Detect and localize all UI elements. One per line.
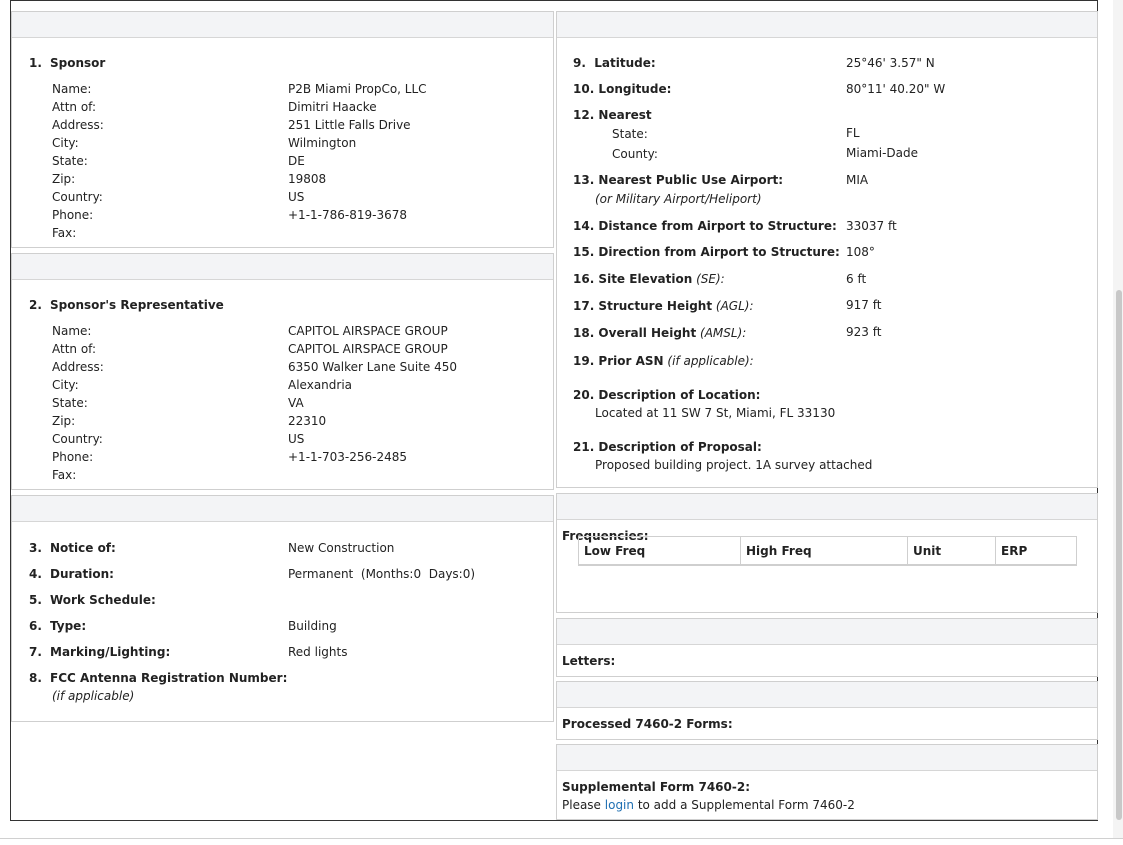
prior-asn-label bbox=[573, 354, 754, 368]
latitude-value: 25°46' 3.57" N bbox=[846, 56, 935, 70]
supplemental-panel bbox=[556, 744, 1098, 820]
representative-panel bbox=[11, 253, 554, 490]
sponsor-country-label: Country: bbox=[52, 190, 103, 204]
unit-header-text: Unit bbox=[913, 544, 942, 558]
type-number: 6. bbox=[29, 619, 42, 633]
desc-proposal-value: Proposed building project. 1A survey attached bbox=[595, 458, 873, 472]
scrollbar-thumb[interactable] bbox=[1116, 290, 1122, 820]
sponsor-phone-label: Phone: bbox=[52, 208, 94, 222]
overall-height-label bbox=[573, 326, 746, 340]
sponsor-number: 1. bbox=[29, 56, 42, 70]
panel-header bbox=[557, 745, 1097, 771]
nearest-county-label: County: bbox=[612, 147, 658, 161]
sponsor-title: Sponsor bbox=[50, 56, 106, 70]
type-label: Type: bbox=[50, 619, 87, 633]
panel-header bbox=[557, 12, 1097, 38]
letters-panel bbox=[556, 618, 1098, 677]
duration-value: Permanent (Months:0 Days:0) bbox=[288, 567, 476, 581]
overall-height-note: (AMSL): bbox=[700, 326, 747, 340]
sponsor-city-value: Wilmington bbox=[288, 136, 357, 150]
sponsor-address-label: Address: bbox=[52, 118, 104, 132]
overall-height-label-text: 18. Overall Height bbox=[573, 326, 697, 340]
panel-header bbox=[557, 619, 1097, 645]
panel-header bbox=[12, 12, 553, 38]
sponsor-city-label: City: bbox=[52, 136, 79, 150]
notice-of-label: Notice of: bbox=[50, 541, 116, 555]
supplemental-text-before: Please bbox=[562, 798, 605, 812]
distance-label: 14. Distance from Airport to Structure: bbox=[573, 219, 837, 233]
latitude-label: 9. Latitude: bbox=[573, 56, 656, 70]
rep-phone-value: +1-1-703-256-2485 bbox=[288, 450, 407, 464]
nearest-state-label: State: bbox=[612, 127, 648, 141]
nearest-state-value: FL bbox=[846, 126, 860, 140]
airport-label: 13. Nearest Public Use Airport: bbox=[573, 173, 784, 187]
supplemental-text bbox=[562, 798, 855, 812]
rep-zip-label: Zip: bbox=[52, 414, 76, 428]
supplemental-text-after: to add a Supplemental Form 7460-2 bbox=[634, 798, 855, 812]
frequencies-table bbox=[578, 536, 1077, 566]
overall-height-value: 923 ft bbox=[846, 325, 882, 339]
representative-title: Sponsor's Representative bbox=[50, 298, 224, 312]
sponsor-fax-label: Fax: bbox=[52, 226, 77, 240]
structure-height-label-text: 17. Structure Height bbox=[573, 299, 713, 313]
panel-header bbox=[12, 496, 553, 522]
processed-panel bbox=[556, 681, 1098, 740]
sponsor-state-label: State: bbox=[52, 154, 88, 168]
rep-attn-value: CAPITOL AIRSPACE GROUP bbox=[288, 342, 448, 356]
site-elevation-label-text: 16. Site Elevation bbox=[573, 272, 693, 286]
frequencies-title: Frequencies: bbox=[562, 529, 649, 543]
notice-panel bbox=[11, 495, 554, 722]
sponsor-name-label: Name: bbox=[52, 82, 92, 96]
marking-label: Marking/Lighting: bbox=[50, 645, 171, 659]
low-freq-header bbox=[579, 537, 741, 565]
sponsor-attn-value: Dimitri Haacke bbox=[288, 100, 377, 114]
high-freq-header-text: High Freq bbox=[746, 544, 812, 558]
rep-state-label: State: bbox=[52, 396, 88, 410]
prior-asn-label-text: 19. Prior ASN bbox=[573, 354, 664, 368]
rep-fax-label: Fax: bbox=[52, 468, 77, 482]
fcc-label: FCC Antenna Registration Number: bbox=[50, 671, 288, 685]
login-link[interactable]: login bbox=[604, 798, 634, 812]
longitude-label: 10. Longitude: bbox=[573, 82, 672, 96]
rep-attn-label: Attn of: bbox=[52, 342, 97, 356]
panel-header bbox=[557, 494, 1097, 520]
supplemental-title: Supplemental Form 7460-2: bbox=[562, 780, 751, 794]
nearest-county-value: Miami-Dade bbox=[846, 146, 918, 160]
site-elevation-label bbox=[573, 272, 725, 286]
desc-location-value: Located at 11 SW 7 St, Miami, FL 33130 bbox=[595, 406, 836, 420]
prior-asn-note: (if applicable): bbox=[667, 354, 754, 368]
processed-title: Processed 7460-2 Forms: bbox=[562, 717, 733, 731]
sponsor-country-value: US bbox=[288, 190, 305, 204]
low-freq-header-text: Low Freq bbox=[584, 544, 646, 558]
rep-phone-label: Phone: bbox=[52, 450, 94, 464]
structure-height-label bbox=[573, 299, 754, 313]
longitude-value: 80°11' 40.20" W bbox=[846, 82, 946, 96]
sponsor-panel bbox=[11, 11, 554, 248]
bottom-divider bbox=[0, 838, 1123, 839]
rep-state-value: VA bbox=[288, 396, 304, 410]
rep-country-label: Country: bbox=[52, 432, 103, 446]
work-schedule-number: 5. bbox=[29, 593, 42, 607]
direction-value: 108° bbox=[846, 245, 875, 259]
sponsor-zip-value: 19808 bbox=[288, 172, 327, 186]
duration-label: Duration: bbox=[50, 567, 114, 581]
direction-label: 15. Direction from Airport to Structure: bbox=[573, 245, 840, 259]
marking-number: 7. bbox=[29, 645, 42, 659]
rep-city-value: Alexandria bbox=[288, 378, 353, 392]
rep-name-label: Name: bbox=[52, 324, 92, 338]
distance-value: 33037 ft bbox=[846, 219, 897, 233]
nearest-label: 12. Nearest bbox=[573, 108, 652, 122]
high-freq-header bbox=[741, 537, 908, 565]
structure-height-value: 917 ft bbox=[846, 298, 882, 312]
panel-header bbox=[12, 254, 553, 280]
marking-value: Red lights bbox=[288, 645, 348, 659]
notice-of-value: New Construction bbox=[288, 541, 395, 555]
site-elevation-note: (SE): bbox=[696, 272, 725, 286]
notice-of-number: 3. bbox=[29, 541, 42, 555]
location-panel bbox=[556, 11, 1098, 488]
work-schedule-label: Work Schedule: bbox=[50, 593, 156, 607]
type-value: Building bbox=[288, 619, 337, 633]
desc-location-label: 20. Description of Location: bbox=[573, 388, 761, 402]
sponsor-zip-label: Zip: bbox=[52, 172, 76, 186]
rep-address-value: 6350 Walker Lane Suite 450 bbox=[288, 360, 457, 374]
rep-country-value: US bbox=[288, 432, 305, 446]
sponsor-address-value: 251 Little Falls Drive bbox=[288, 118, 411, 132]
letters-title: Letters: bbox=[562, 654, 616, 668]
fcc-number: 8. bbox=[29, 671, 42, 685]
airport-value: MIA bbox=[846, 173, 869, 187]
sponsor-phone-value: +1-1-786-819-3678 bbox=[288, 208, 407, 222]
frequencies-panel bbox=[556, 493, 1098, 613]
rep-zip-value: 22310 bbox=[288, 414, 327, 428]
sponsor-name-value: P2B Miami PropCo, LLC bbox=[288, 82, 427, 96]
fcc-note: (if applicable) bbox=[52, 689, 135, 703]
rep-name-value: CAPITOL AIRSPACE GROUP bbox=[288, 324, 448, 338]
representative-number: 2. bbox=[29, 298, 42, 312]
desc-proposal-label: 21. Description of Proposal: bbox=[573, 440, 762, 454]
unit-header bbox=[908, 537, 996, 565]
structure-height-note: (AGL): bbox=[715, 299, 754, 313]
rep-city-label: City: bbox=[52, 378, 79, 392]
airport-note: (or Military Airport/Heliport) bbox=[595, 192, 762, 206]
erp-header bbox=[996, 537, 1076, 565]
site-elevation-value: 6 ft bbox=[846, 272, 867, 286]
sponsor-state-value: DE bbox=[288, 154, 305, 168]
duration-number: 4. bbox=[29, 567, 42, 581]
erp-header-text: ERP bbox=[1001, 544, 1028, 558]
rep-address-label: Address: bbox=[52, 360, 104, 374]
sponsor-attn-label: Attn of: bbox=[52, 100, 97, 114]
panel-header bbox=[557, 682, 1097, 708]
